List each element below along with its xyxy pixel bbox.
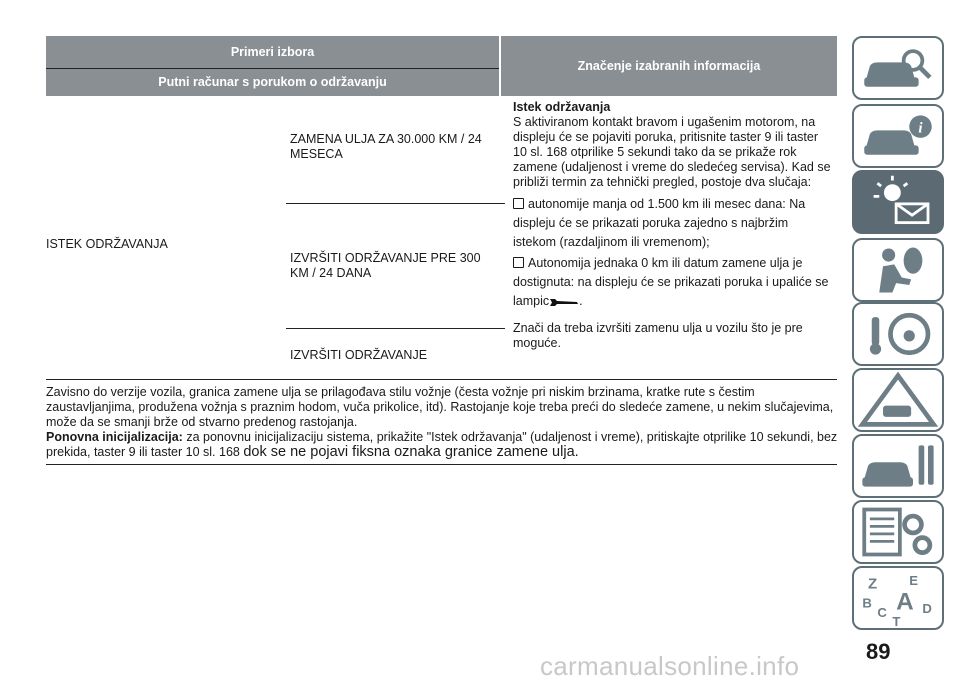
tab-car-info[interactable] (852, 104, 944, 168)
message-divider (286, 203, 505, 204)
message-oil-change: ZAMENA ULJA ZA 30.000 KM / 24 MESECA (290, 132, 482, 161)
tab-warning-lights[interactable] (852, 170, 944, 234)
reinit-text: za ponovnu inicijalizaciju sistema, prikažite "Istek održavanja" (udaljenost i vreme), pritiskajte otprilike 10 sekundi, bez prekida, taster 9 ili taster 10 sl. 168 (46, 430, 838, 459)
svg-text:i: i (918, 120, 923, 137)
svg-text:C: C (877, 604, 887, 620)
message-service-soon: IZVRŠITI ODRŽAVANJE PRE 300 KM / 24 DANA (290, 251, 481, 280)
tab-safety[interactable] (852, 238, 944, 302)
wrench-icon (549, 297, 579, 307)
svg-text:A: A (896, 588, 914, 616)
footer-paragraph: Zavisno do verzije vozila, granica zamene ulja se prilagođava stilu vožnje (česta vožnje pri niskim brzinama, kratke rute s čestim zaustavljanjima, produžena vožnja s praznim hodom, vuča prikolice, itd). Rastojanje koje treba preći do sledeće zamene, u nekim slučajevima, može da se smanji brže od stvarno predenog rastojanja. (46, 385, 834, 429)
tab-emergency[interactable] (852, 368, 944, 432)
message-divider (286, 328, 505, 329)
svg-text:B: B (862, 595, 872, 611)
bullet-text: Autonomija jednaka 0 km ili datum zamene ulja je dostignuta: na displeju će se prikazati poruka i upaliće se lampic (513, 256, 829, 308)
svg-text:D: D (922, 601, 932, 616)
reinit-tail: dok se ne pojavi fiksna oznaka granice zamene ulja. (243, 444, 579, 460)
footer-rule (46, 464, 837, 465)
tab-car-search[interactable] (852, 36, 944, 100)
car-info-icon (854, 106, 942, 166)
checkbox-bullet-icon (513, 257, 524, 268)
svg-text:T: T (892, 614, 901, 628)
meaning-block (513, 100, 831, 351)
row-label: ISTEK ODRŽAVANJA (46, 237, 168, 251)
checkbox-bullet-icon (513, 198, 524, 209)
meaning-title: Istek održavanja (513, 100, 611, 114)
bullet-item (513, 195, 831, 252)
meaning-intro: S aktiviranom kontakt bravom i ugašenim motorom, na displeju će se pojaviti poruka, pritisnite taster 9 ili taster 10 sl. 168 otprilike 5 sekundi tako da se prikaže rok zamene (udaljenost i vreme do sledećeg servisa). Kad se približi termin za tehnički pregled, postoje dva slučaja: (513, 115, 831, 189)
reinit-paragraph (46, 430, 838, 460)
alphabet-index-icon (854, 568, 942, 628)
header-examples: Primeri izbora (46, 36, 499, 68)
tab-index[interactable] (852, 566, 944, 630)
meaning-last: Znači da treba izvršiti zamenu ulja u vozilu što je pre moguće. (513, 321, 803, 350)
message-service-now: IZVRŠITI ODRŽAVANJE (290, 348, 428, 362)
page-number: 89 (866, 639, 891, 664)
svg-text:Z: Z (868, 575, 878, 593)
bullet-item (513, 254, 831, 311)
list-gears-icon (854, 502, 942, 562)
tab-starting-driving[interactable] (852, 302, 944, 366)
tab-technical-data[interactable] (852, 500, 944, 564)
header-trip-computer: Putni računar s porukom o održavanju (46, 69, 499, 96)
tab-maintenance[interactable] (852, 434, 944, 498)
table-bottom-rule (46, 379, 837, 380)
bullet-text: autonomije manja od 1.500 km ili mesec dana: Na displeju će se prikazati poruka zajedno s najbržim istekom (razdaljinom ili vremenom); (513, 197, 806, 249)
car-tools-icon (854, 436, 942, 496)
airbag-person-icon (854, 240, 942, 300)
warning-light-envelope-icon (854, 172, 942, 232)
key-steering-wheel-icon (854, 304, 942, 364)
header-divider (46, 68, 499, 69)
car-search-icon (854, 38, 942, 98)
reinit-label: Ponovna inicijalizacija: (46, 430, 183, 444)
warning-triangle-icon (854, 370, 942, 430)
svg-text:E: E (909, 572, 918, 588)
watermark: carmanualsonline.info (540, 651, 800, 681)
header-meaning: Značenje izabranih informacija (501, 36, 837, 96)
bullet-end: . (579, 294, 583, 308)
